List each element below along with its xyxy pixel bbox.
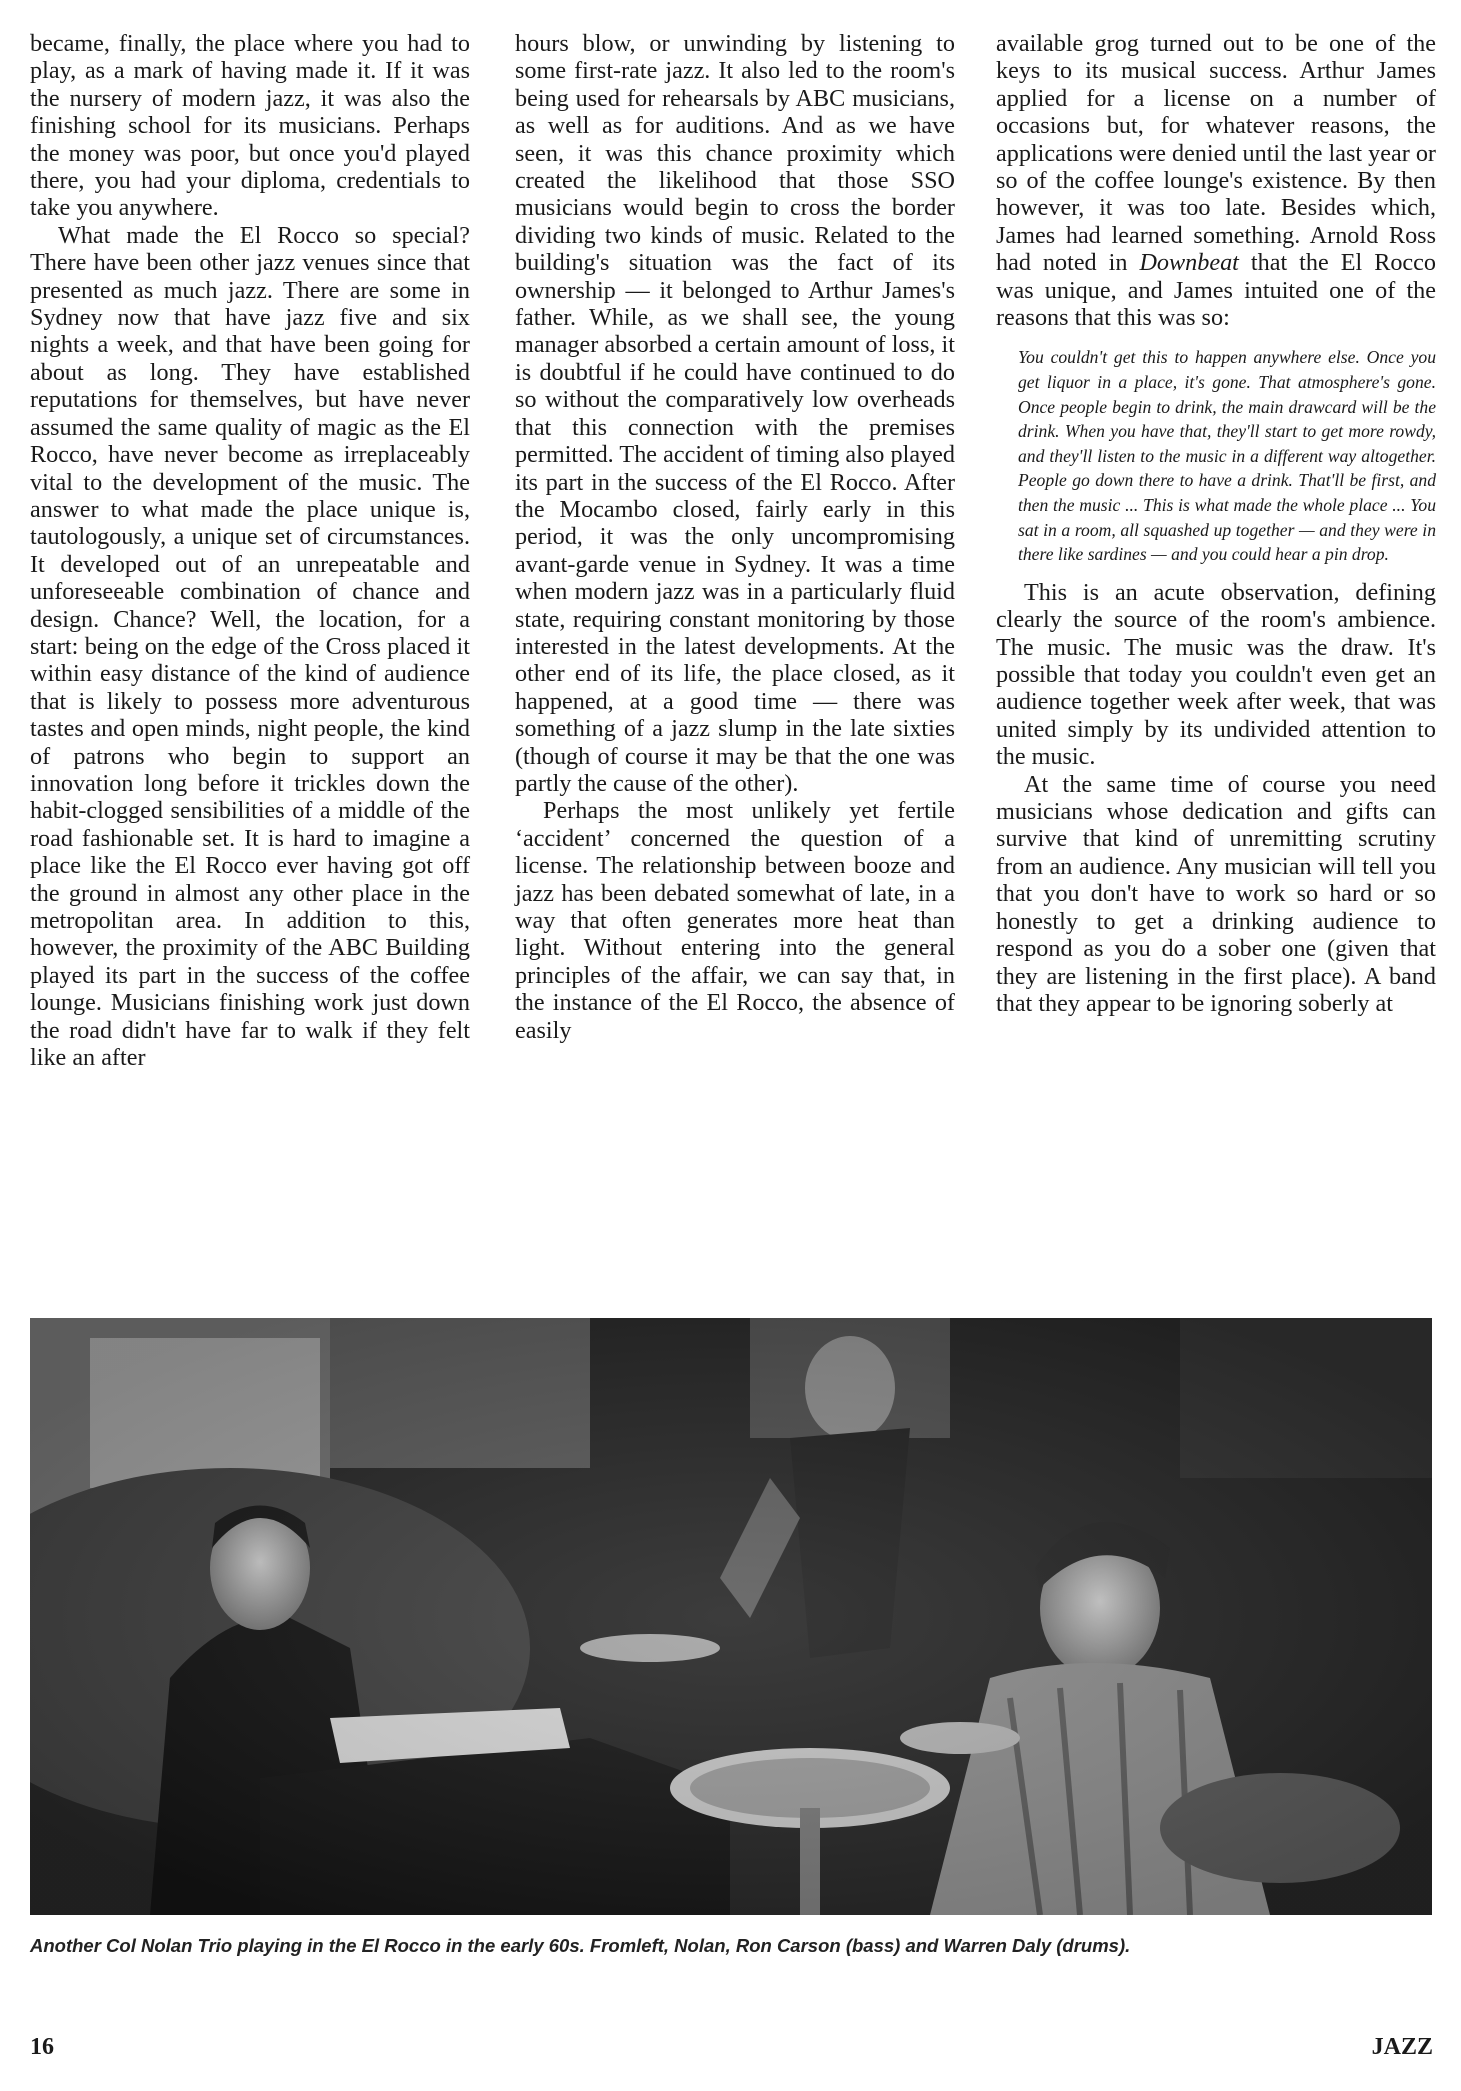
paragraph: became, finally, the place where you had to play, as a mark of having made it. If it was the nursery of modern jazz, it was also the finishing school for its musicians. Perhaps the money was poor, but once you'd played there, you had your diploma, credentials to take you anywhere. — [30, 30, 470, 222]
column-1 — [30, 30, 470, 1071]
article-body — [30, 30, 1436, 1300]
paragraph: What made the El Rocco so special? There have been other jazz venues since that presented as much jazz. There are some in Sydney now that have jazz five and six nights a week, and that have been going for about as long. They have established reputations for themselves, but have never assumed the same quality of magic as the El Rocco, have never become as irreplaceably vital to the development of the music. The answer to what made the place unique is, tautologously, a unique set of circumstances. It developed out of an unrepeatable and unforeseeable combination of chance and design. Chance? Well, the location, for a start: being on the edge of the Cross placed it within easy distance of the kind of audience that is likely to possess more adventurous tastes and open minds, night people, the kind of patrons who begin to support an innovation long before it trickles down the habit-clogged sensibilities of a middle of the road fashionable set. It is hard to imagine a place like the El Rocco ever having got off the ground in almost any other place in the metropolitan area. In addition to this, however, the proximity of the ABC Building played its part in the success of the coffee lounge. Musicians finishing work just down the road didn't have far to walk if they felt like an after — [30, 221, 470, 1072]
paragraph: This is an acute observation, defining clearly the source of the room's ambience. The music. The music was the draw. It's possible that today you couldn't even get an audience together week after week, that was united simply by its undivided attention to the music. — [996, 578, 1436, 771]
text-run: available grog turned out to be one of the keys to its musical success. Arthur James applied for a license on a number of occasions but, for whatever reasons, the applications were denied until the last year or so of the coffee lounge's existence. By then however, it was too late. Besides which, James had learned something. Arnold Ross had noted in — [996, 30, 1436, 277]
trio-photograph — [30, 1318, 1432, 1915]
column-3 — [996, 30, 1436, 1017]
page-number: 16 — [30, 2034, 54, 2060]
running-title: JAZZ — [1371, 2034, 1433, 2060]
photo-caption: Another Col Nolan Trio playing in the El Rocco in the early 60s. Fromleft, Nolan, Ron Carson (bass) and Warren Daly (drums). — [30, 1935, 1131, 1956]
paragraph: hours blow, or unwinding by listening to some first-rate jazz. It also led to the room's being used for rehearsals by ABC musicians, as well as for auditions. And as we have seen, it was this chance proximity which created the likelihood that those SSO musicians would begin to cross the border dividing two kinds of music. Related to the building's situation was the fact of its ownership — it belonged to Arthur James's father. While, as we shall see, the young manager absorbed a certain amount of loss, it is doubtful if he could have continued to do so without the comparatively low overheads that this connection with the premises permitted. The accident of timing also played its part in the success of the El Rocco. After the Mocambo closed, fairly early in this period, it was the only uncompromising avant-garde venue in Sydney. It was a time when modern jazz was in a particularly fluid state, requiring constant monitoring by those interested in the latest developments. At the other end of its life, the place closed, as it happened, at a good time — there was something of a jazz slump in the late sixties (though of course it may be that the one was partly the cause of the other). — [515, 30, 955, 797]
paragraph — [996, 30, 1436, 331]
paragraph: At the same time of course you need musicians whose dedication and gifts can survive that kind of unremitting scrutiny from an audience. Any musician will tell you that you don't have to work so hard or so honestly to get a drinking audience to respond as you do a sober one (given that they are listening in the first place). A band that they appear to be ignoring soberly at — [996, 770, 1436, 1017]
column-2 — [515, 30, 955, 1044]
text-run: that the El Rocco was unique, and James intuited one of the reasons that this was so: — [996, 249, 1436, 332]
photo-illustration — [30, 1318, 1432, 1915]
block-quote: You couldn't get this to happen anywhere else. Once you get liquor in a place, it's gone. That atmosphere's gone. Once people begin to drink, the main drawcard will be the drink. When you have that, they'll start to get more rowdy, and they'll listen to the music in a different way altogether. People go down there to have a drink. That'll be first, and then the music ... This is what made the whole place ... You sat in a room, all squashed up together — and they were in there like sardines — and you could hear a pin drop. — [1018, 347, 1436, 565]
paragraph: Perhaps the most unlikely yet fertile ‘accident’ concerned the question of a license. The relationship between booze and jazz has been debated somewhat of late, in a way that often generates more heat than light. Without entering into the general principles of the affair, we can say that, in the instance of the El Rocco, the absence of easily — [515, 797, 955, 1044]
publication-title: Downbeat — [1139, 249, 1239, 277]
